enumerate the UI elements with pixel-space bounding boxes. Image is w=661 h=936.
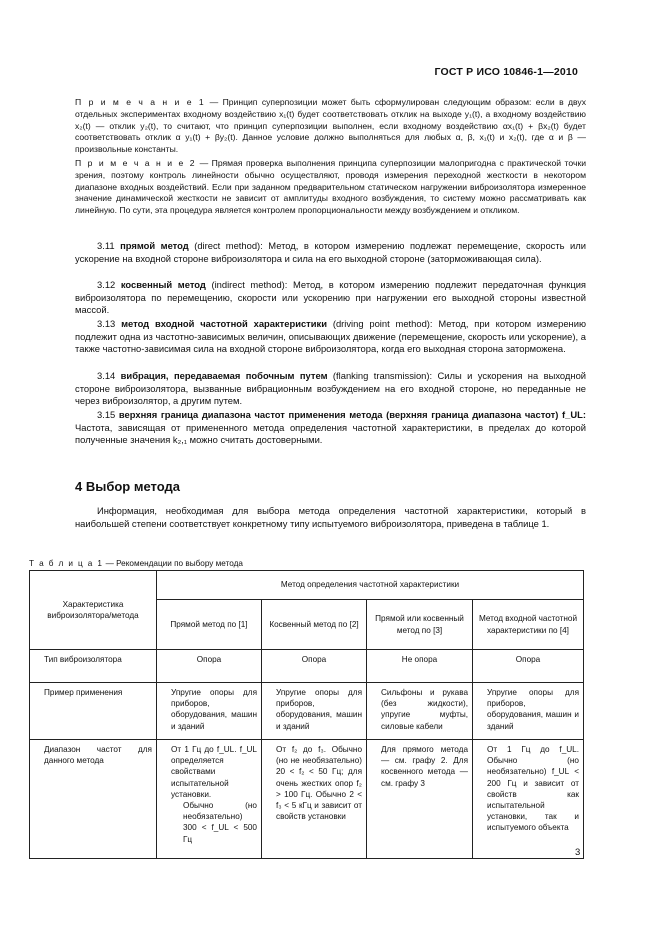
table-cell: Опора (262, 650, 367, 683)
row-label: Пример применения (30, 683, 157, 740)
definition-3-14 (75, 370, 586, 408)
table-header-row (30, 571, 584, 600)
document-code: ГОСТ Р ИСО 10846-1—2010 (434, 66, 578, 78)
section-intro (75, 505, 586, 530)
definition-3-12 (75, 279, 586, 317)
definition-number: 3.11 (97, 240, 115, 251)
definition-text: (flanking transmission): Силы и ускорения на выходной стороне виброизолятора, вызванные вибрационным возбуждением на его входной стороне, но переданные не через виброизолятор, а другим путем. (75, 370, 587, 407)
section-intro-text: Информация, необходимая для выбора метода определения частотной характеристики, который в наибольшей степени соответствует конкретному типу испытуемого виброизолятора, приведена в таблице 1. (75, 505, 586, 529)
definition-text: Частота, зависящая от примененного метода определения частотной характеристики, в пределах до которой полученные значения k₂,₁ можно считать достоверными. (75, 421, 586, 446)
table-cell: Упругие опоры для приборов, оборудования, машин и зданий (157, 683, 262, 740)
row-label: Диапазон частот для данного метода (30, 740, 157, 859)
column-header: Косвенный метод по [2] (262, 600, 367, 650)
page-number: 3 (575, 847, 581, 858)
definition-term: вибрация, передаваемая побочным путем (120, 370, 328, 381)
table-cell: Опора (473, 650, 584, 683)
note-1-text: — Принцип суперпозиции может быть сформулирован следующим образом: если в двух отдельных экспериментах входному воздействию x₁(t) будет соответствовать отклик на выходе y₁(t), а входному воздействию x₂(t) — отклик y₂(t), то считают, что принцип суперпозиции выполнен, если входному воздействию αx₁(t) + βx₂(t) будет соответствовать отклик α y₁(t) + βy₂(t). Данное условие должно выполняться для любых α, β, x₁(t) и x₂(t), где α и β — произвольные константы. (75, 97, 587, 155)
note-1 (75, 97, 586, 156)
table-cell (157, 740, 262, 859)
definition-3-13 (75, 318, 586, 356)
definition-text: (direct method): Метод, в котором измерению подлежат перемещение, скорость или ускорение на входной стороне виброизолятора и сила на его выходной стороне (заторможивающая сила). (75, 240, 586, 264)
definition-3-11 (75, 240, 586, 265)
group-header-cell: Метод определения частотной характеристики (157, 571, 584, 600)
section-heading: 4 Выбор метода (75, 479, 180, 494)
definition-number: 3.12 (97, 279, 116, 290)
row-label: Тип виброизолятора (30, 650, 157, 683)
table-caption (29, 559, 243, 568)
row-header-cell: Характеристика виброизолятора/метода (30, 571, 157, 650)
definition-text: (indirect method): Метод, в котором измерению подлежит передаточная функция виброизолятора по перемещению, скорости или ускорению при нагружении его выходной стороны известной массой. (75, 279, 587, 316)
table-cell: От f₂ до f₃. Обычно (но не необязательно) 20 < f₂ < 50 Гц; для очень жестких опор f₂ > 100 Гц. Обычно 2 < f₃ < 5 кГц и зависит от свойств установки (262, 740, 367, 859)
definition-term: метод входной частотной характеристики (121, 318, 327, 329)
column-header: Прямой или косвенный метод по [3] (367, 600, 473, 650)
table-cell: От 1 Гц до f_UL. Обычно (но необязательно) f_UL < 200 Гц и зависит от свойств как испытательной установки, так и испытуемого объекта (473, 740, 584, 859)
definition-number: 3.14 (97, 370, 116, 381)
definition-3-15 (75, 409, 586, 447)
table-row (30, 650, 584, 683)
table-row (30, 683, 584, 740)
definition-term: верхняя граница диапазона частот применения метода (верхняя граница диапазона частот) f_UL: (118, 409, 586, 420)
definition-term: косвенный метод (120, 279, 206, 290)
table-row (30, 740, 584, 859)
table-cell: Не опора (367, 650, 473, 683)
note-1-label: П р и м е ч а н и е 1 (75, 97, 206, 107)
table-cell: Упругие опоры для приборов, оборудования, машин и зданий (262, 683, 367, 740)
cell-paragraph: Обычно (но необязательно) 300 < f_UL < 500 Гц (183, 801, 257, 844)
definition-number: 3.13 (97, 318, 116, 329)
note-2-text: — Прямая проверка выполнения принципа суперпозиции малопригодна с практической точки зрения, поэтому контроль линейности обычно осуществляют, проводя измерения переходной жесткости в некотором диапазоне входных воздействий. Если при заданном предварительном статическом нагружении виброизолятора измеренное значение динамической жесткости не зависит от амплитуды входного возбуждения, то систему можно рассматривать как линейную. По сути, эта процедура является контролем пропорциональности между возбуждением и откликом. (75, 158, 586, 216)
table-cell: Сильфоны и рукава (без жидкости), упругие муфты, силовые кабели (367, 683, 473, 740)
table-cell: Упругие опоры для приборов, оборудования, машин и зданий (473, 683, 584, 740)
definition-term: прямой метод (120, 240, 189, 251)
column-header: Прямой метод по [1] (157, 600, 262, 650)
note-2 (75, 158, 586, 217)
definition-text: (driving point method): Метод, при котором измерению подлежит одна из частотно-зависимых величин, описывающих движение (перемещение, скорость или ускорение), а также частотно-зависимая сила на входной стороне виброизолятора, когда его выходная сторона заторможена. (75, 318, 586, 355)
method-selection-table (29, 570, 584, 859)
cell-paragraph: От 1 Гц до f_UL. f_UL определяется свойствами испытательной установки. (171, 745, 257, 799)
table-cell: Опора (157, 650, 262, 683)
note-2-label: П р и м е ч а н и е 2 (75, 158, 197, 168)
column-header: Метод входной частотной характеристики по [4] (473, 600, 584, 650)
table-cell: Для прямого метода — см. графу 2. Для косвенного метода — см. графу 3 (367, 740, 473, 859)
table-caption-label: Т а б л и ц а 1 (29, 559, 104, 568)
definition-number: 3.15 (97, 409, 116, 420)
table-caption-text: — Рекомендации по выбору метода (103, 559, 243, 568)
